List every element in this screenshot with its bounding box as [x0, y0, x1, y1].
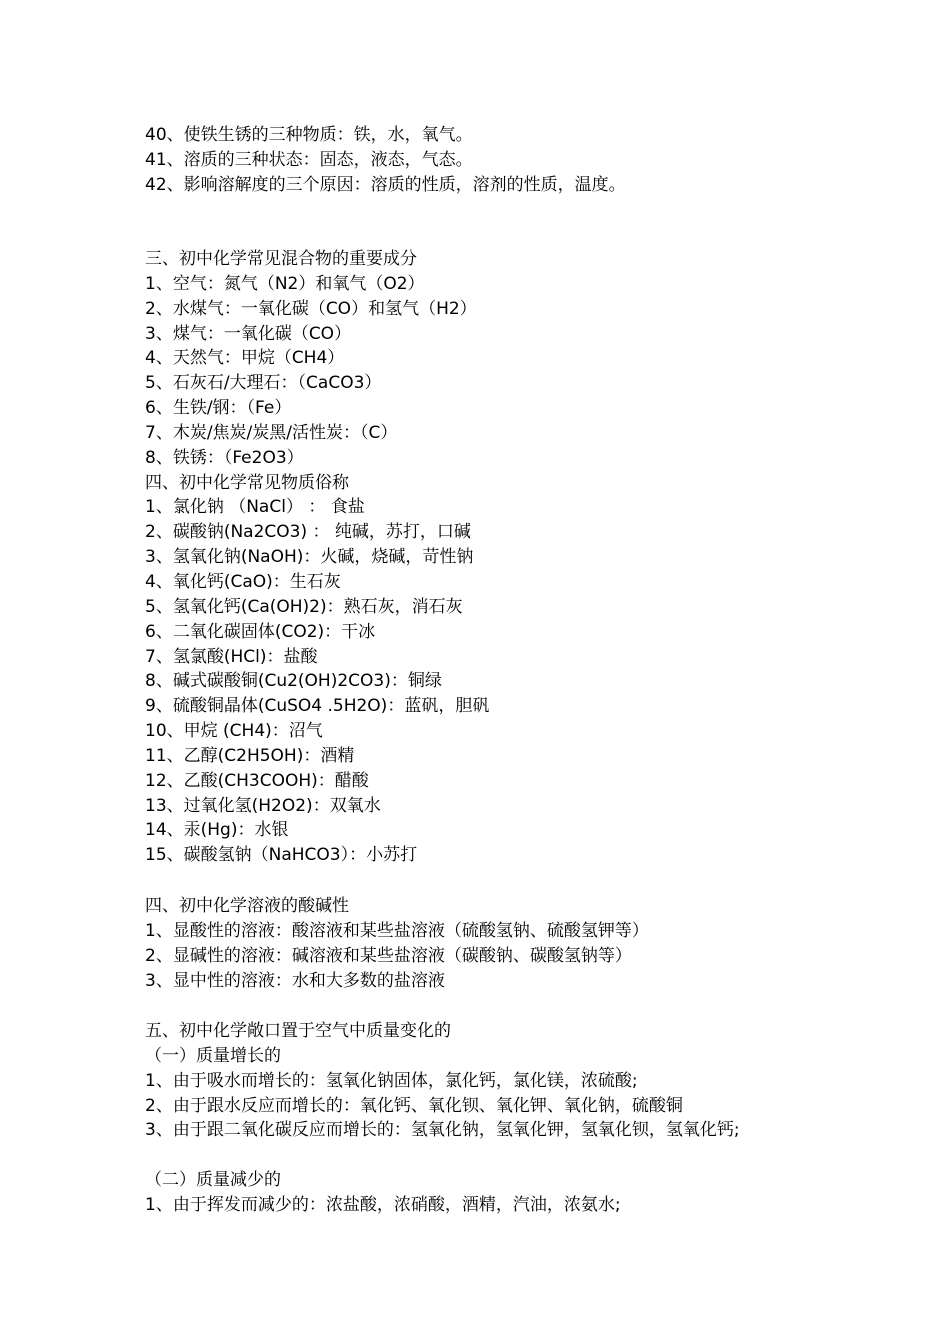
text-line: 3、煤气：一氧化碳（CO）: [145, 323, 352, 344]
text-line: 2、碳酸钠(Na2CO3) ： 纯碱，苏打，口碱: [145, 522, 471, 543]
text-line: 42、影响溶解度的三个原因：溶质的性质，溶剂的性质，温度。: [145, 174, 626, 195]
text-line: 3、氢氧化钠(NaOH)：火碱，烧碱，苛性钠: [145, 547, 474, 568]
text-line: 8、铁锈：（Fe2O3）: [145, 447, 304, 468]
text-line: 12、乙酸(CH3COOH)：醋酸: [145, 770, 369, 791]
text-line: 5、氢氧化钙(Ca(OH)2)：熟石灰，消石灰: [145, 596, 463, 617]
text-line: 1、氯化钠 （NaCl） ： 食盐: [145, 497, 365, 518]
text-line: 5、石灰石/大理石：（CaCO3）: [145, 373, 382, 394]
text-line: 11、乙醇(C2H5OH)：酒精: [145, 745, 355, 766]
text-line: 10、甲烷 (CH4)：沼气: [145, 721, 323, 742]
section-heading: 四、初中化学溶液的酸碱性: [145, 896, 349, 916]
text-line: 4、天然气：甲烷（CH4）: [145, 348, 345, 369]
text-line: 13、过氧化氢(H2O2)：双氧水: [145, 795, 381, 816]
subsection-heading: （一）质量增长的: [145, 1045, 281, 1066]
text-line: 1、由于挥发而减少的：浓盐酸，浓硝酸，酒精，汽油，浓氨水;: [145, 1194, 621, 1215]
text-line: 7、氢氯酸(HCl)：盐酸: [145, 646, 318, 667]
section-heading: 三、初中化学常见混合物的重要成分: [145, 249, 417, 269]
section-mixtures-and-common-names: [145, 247, 935, 868]
section-rust-solubility: [145, 123, 935, 198]
section-acidity-alkalinity: [145, 894, 935, 993]
subsection-heading: （二）质量减少的: [145, 1170, 281, 1190]
text-line: 9、硫酸铜晶体(CuSO4 .5H2O)：蓝矾，胆矾: [145, 696, 490, 717]
text-line: 1、空气：氮气（N2）和氧气（O2）: [145, 273, 425, 294]
text-line: 14、汞(Hg)：水银: [145, 820, 289, 841]
text-line: 15、碳酸氢钠（NaHCO3）：小苏打: [145, 845, 418, 866]
section-mass-decrease: [145, 1168, 935, 1218]
text-line: 8、碱式碳酸铜(Cu2(OH)2CO3)：铜绿: [145, 671, 442, 692]
text-line: 2、显碱性的溶液：碱溶液和某些盐溶液（碳酸钠、碳酸氢钠等）: [145, 945, 632, 966]
text-line: 6、二氧化碳固体(CO2)：干冰: [145, 621, 376, 642]
text-line: 2、由于跟水反应而增长的：氧化钙、氧化钡、氧化钾、氧化钠，硫酸铜: [145, 1095, 683, 1116]
section-mass-increase: [145, 1019, 935, 1143]
text-line: 3、显中性的溶液：水和大多数的盐溶液: [145, 970, 445, 991]
text-line: 2、水煤气：一氧化碳（CO）和氢气（H2）: [145, 298, 477, 319]
text-line: 6、生铁/钢：（Fe）: [145, 398, 292, 419]
section-heading: 五、初中化学敞口置于空气中质量变化的: [145, 1021, 451, 1041]
text-line: 1、显酸性的溶液：酸溶液和某些盐溶液（硫酸氢钠、硫酸氢钾等）: [145, 920, 649, 941]
text-line: 7、木炭/焦炭/炭黑/活性炭：（C）: [145, 422, 398, 443]
text-line: 40、使铁生锈的三种物质：铁，水，氧气。: [145, 125, 473, 145]
text-line: 41、溶质的三种状态：固态，液态，气态。: [145, 149, 473, 170]
text-line: 3、由于跟二氧化碳反应而增长的：氢氧化钠，氢氧化钾，氢氧化钡，氢氧化钙;: [145, 1120, 740, 1141]
text-line: 4、氧化钙(CaO)：生石灰: [145, 571, 341, 592]
text-line: 1、由于吸水而增长的：氢氧化钠固体，氯化钙，氯化镁，浓硫酸;: [145, 1070, 638, 1091]
section-heading: 四、初中化学常见物质俗称: [145, 472, 349, 493]
